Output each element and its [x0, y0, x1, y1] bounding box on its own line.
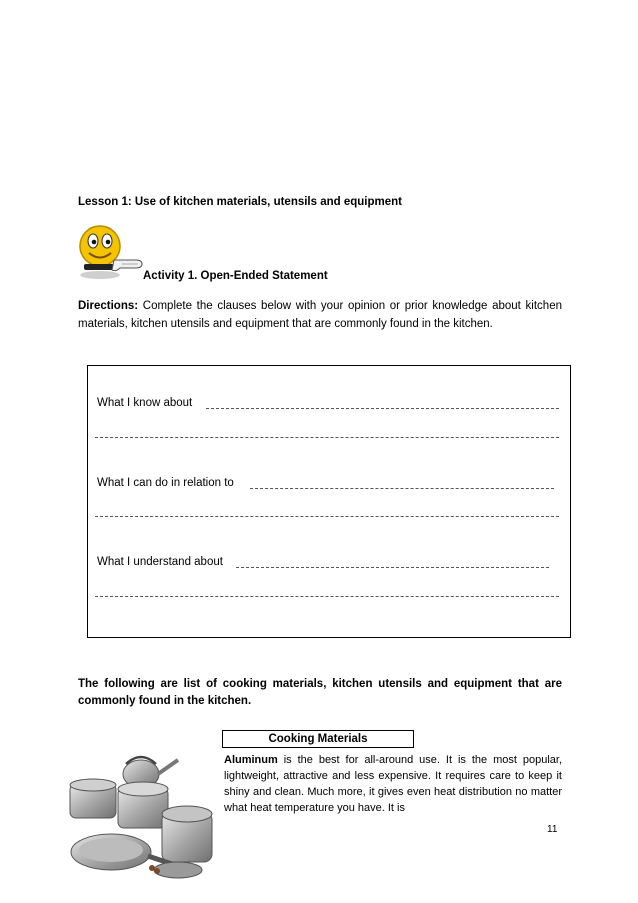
answer-line-know-2[interactable] [95, 437, 559, 438]
activity-title: Activity 1. Open-Ended Statement [143, 270, 328, 282]
page-number: 11 [547, 824, 558, 835]
directions-label: Directions: [78, 300, 139, 312]
lesson-title: Lesson 1: Use of kitchen materials, utensils and equipment [78, 196, 402, 208]
cooking-materials-header: Cooking Materials [222, 730, 414, 748]
aluminum-description [224, 752, 562, 816]
answer-line-understand-1[interactable] [236, 567, 549, 568]
statement-understand: What I understand about [97, 556, 223, 568]
aluminum-label: Aluminum [224, 754, 278, 766]
answer-line-know-1[interactable] [206, 408, 559, 409]
pointing-mascot-icon [76, 220, 148, 282]
aluminum-cookware-image [66, 752, 216, 892]
aluminum-text: is the best for all-around use. It is the most popular, lightweight, attractive and less expensive. It requires care to keep it shiny and clean. Much more, it gives even heat distribution no matter what heat temperature you have. It is [224, 754, 562, 814]
answer-line-understand-2[interactable] [95, 596, 559, 597]
directions-paragraph [78, 298, 562, 333]
answer-line-can-do-2[interactable] [95, 516, 559, 517]
list-intro: The following are list of cooking materials, kitchen utensils and equipment that are commonly found in the kitchen. [78, 678, 562, 707]
statement-can-do: What I can do in relation to [97, 477, 234, 489]
statement-know: What I know about [97, 397, 193, 409]
directions-text: Complete the clauses below with your opinion or prior knowledge about kitchen materials, kitchen utensils and equipment that are commonly found in the kitchen. [78, 300, 562, 330]
answer-line-can-do-1[interactable] [250, 488, 554, 489]
